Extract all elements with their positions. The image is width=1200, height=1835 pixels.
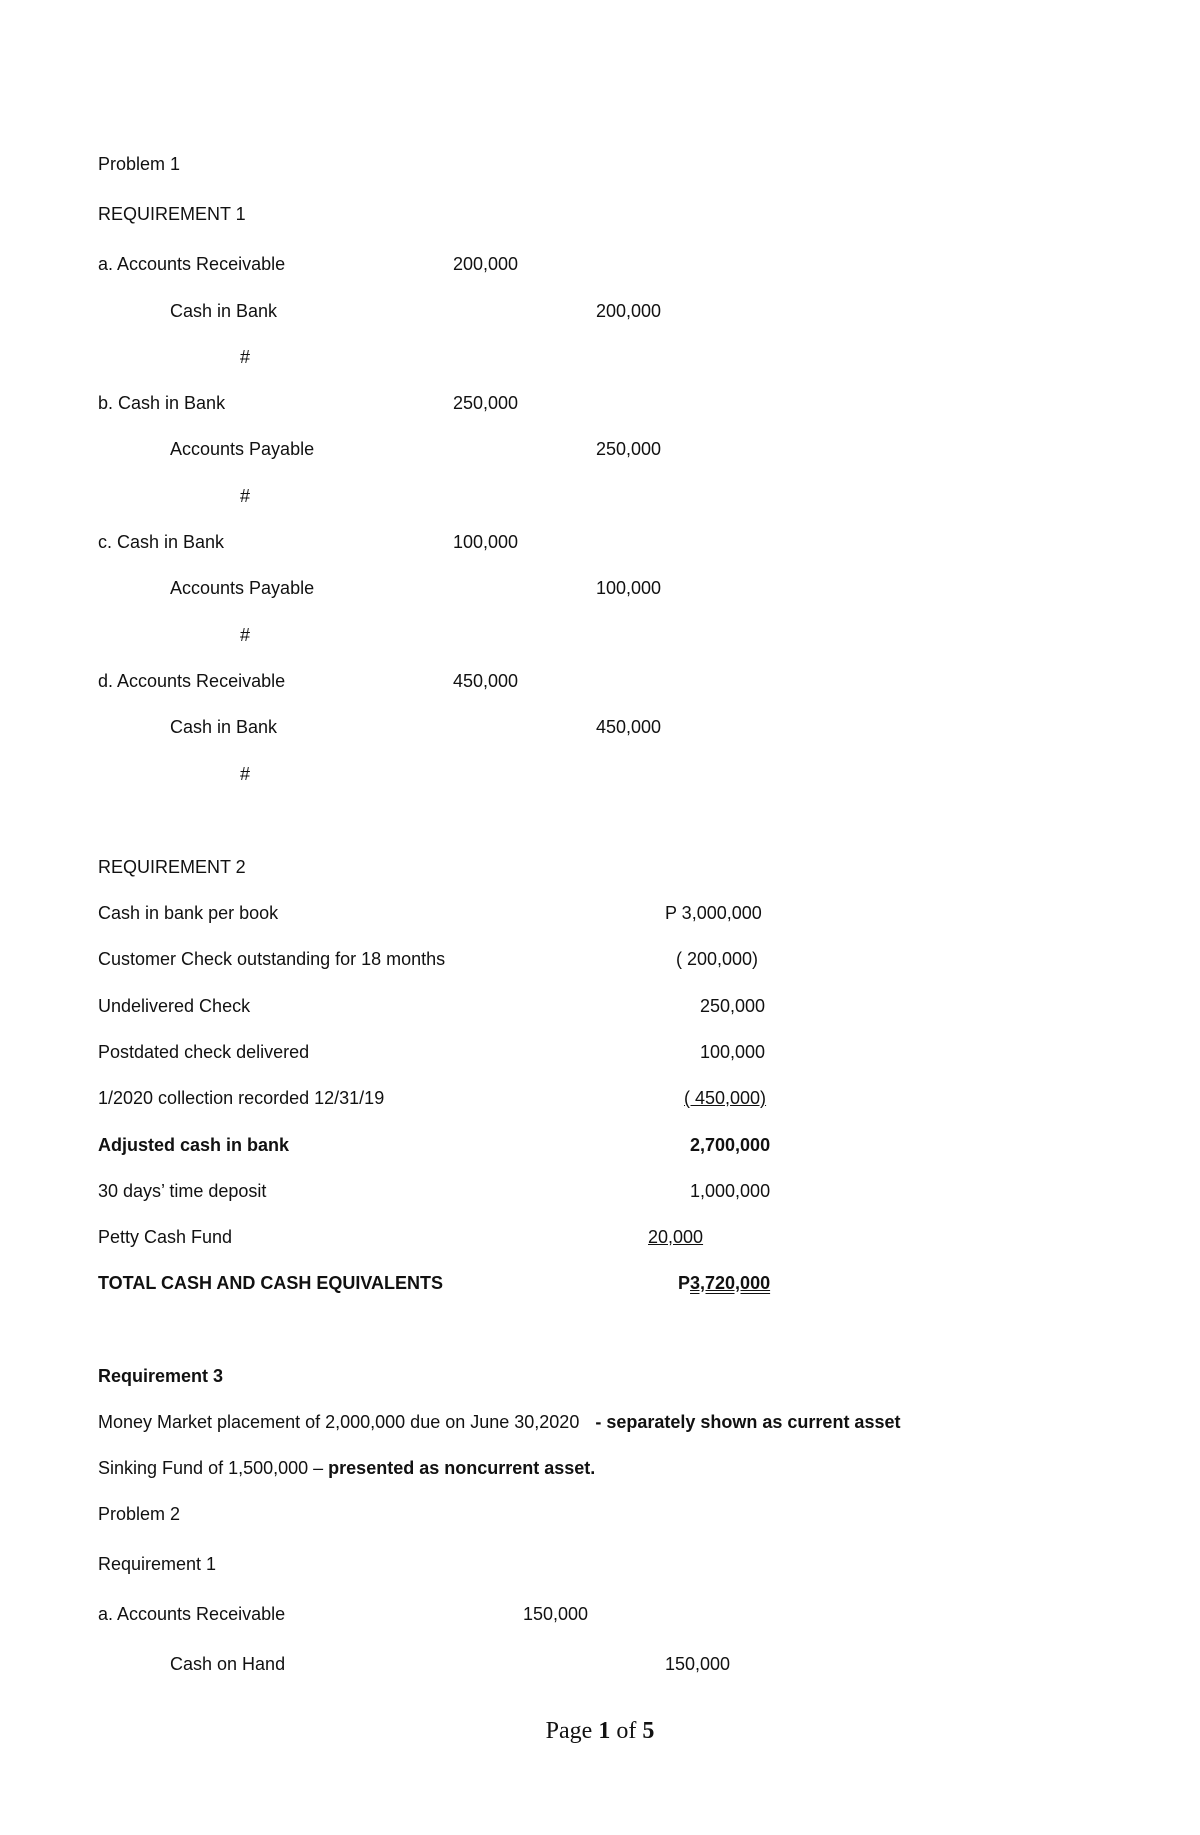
entry-marker: # [240, 625, 251, 645]
journal-credit-label: Accounts Payable [170, 439, 315, 459]
page-number: 1 [598, 1718, 611, 1744]
reconciliation-value: 100,000 [700, 1042, 766, 1062]
sinking-fund-text: Sinking Fund of 1,500,000 – [98, 1458, 329, 1478]
journal-debit-label: d. Accounts Receivable [98, 671, 286, 691]
entry-marker: # [240, 347, 251, 367]
requirement-heading: REQUIREMENT 2 [98, 857, 246, 877]
money-market-note: - separately shown as current asset [595, 1412, 901, 1432]
journal-credit-amount: 250,000 [596, 439, 662, 459]
page-footer [0, 1718, 1200, 1745]
requirement-heading: REQUIREMENT 1 [98, 204, 246, 224]
problem-title: Problem 1 [98, 154, 181, 174]
reconciliation-label: Customer Check outstanding for 18 months [98, 949, 446, 969]
reconciliation-value: 1,000,000 [690, 1181, 771, 1201]
total-pages: 5 [642, 1718, 655, 1744]
reconciliation-label: Petty Cash Fund [98, 1227, 233, 1247]
journal-debit-amount: 450,000 [453, 671, 519, 691]
journal-credit-label: Cash on Hand [170, 1654, 286, 1674]
reconciliation-label: 1/2020 collection recorded 12/31/19 [98, 1088, 385, 1108]
adjusted-cash-value: 2,700,000 [690, 1135, 771, 1155]
reconciliation-label: 30 days’ time deposit [98, 1181, 267, 1201]
total-cash-label: TOTAL CASH AND CASH EQUIVALENTS [98, 1273, 444, 1293]
reconciliation-value: P 3,000,000 [665, 903, 762, 923]
sinking-fund-line [98, 1457, 595, 1479]
journal-credit-amount: 100,000 [596, 578, 662, 598]
sinking-fund-note: presented as noncurrent asset. [328, 1458, 596, 1478]
requirement-heading: Requirement 1 [98, 1554, 217, 1574]
requirement-heading: Requirement 3 [98, 1366, 224, 1386]
total-cash-value [678, 1272, 770, 1294]
journal-debit-label: c. Cash in Bank [98, 532, 225, 552]
reconciliation-label: Undelivered Check [98, 996, 251, 1016]
journal-debit-amount: 150,000 [523, 1604, 589, 1624]
reconciliation-value: 250,000 [700, 996, 766, 1016]
reconciliation-label: Cash in bank per book [98, 903, 279, 923]
journal-debit-label: a. Accounts Receivable [98, 1604, 286, 1624]
money-market-text: Money Market placement of 2,000,000 due on June 30,2020 [98, 1412, 580, 1432]
journal-debit-amount: 100,000 [453, 532, 519, 552]
total-amount: 3,720,000 [690, 1273, 771, 1293]
entry-marker: # [240, 486, 251, 506]
journal-credit-label: Accounts Payable [170, 578, 315, 598]
journal-debit-amount: 250,000 [453, 393, 519, 413]
journal-credit-label: Cash in Bank [170, 301, 278, 321]
adjusted-cash-label: Adjusted cash in bank [98, 1135, 290, 1155]
journal-credit-label: Cash in Bank [170, 717, 278, 737]
problem-title: Problem 2 [98, 1504, 181, 1524]
journal-credit-amount: 450,000 [596, 717, 662, 737]
page-word: Page [545, 1718, 593, 1744]
currency-prefix: P [678, 1273, 691, 1293]
journal-debit-label: a. Accounts Receivable [98, 254, 286, 274]
journal-credit-amount: 200,000 [596, 301, 662, 321]
journal-debit-amount: 200,000 [453, 254, 519, 274]
entry-marker: # [240, 764, 251, 784]
reconciliation-value: ( 450,000) [684, 1088, 767, 1108]
money-market-line [98, 1411, 900, 1433]
journal-debit-label: b. Cash in Bank [98, 393, 226, 413]
reconciliation-value: ( 200,000) [676, 949, 759, 969]
journal-credit-amount: 150,000 [665, 1654, 731, 1674]
of-word: of [616, 1718, 637, 1744]
reconciliation-value: 20,000 [648, 1227, 704, 1247]
reconciliation-label: Postdated check delivered [98, 1042, 310, 1062]
